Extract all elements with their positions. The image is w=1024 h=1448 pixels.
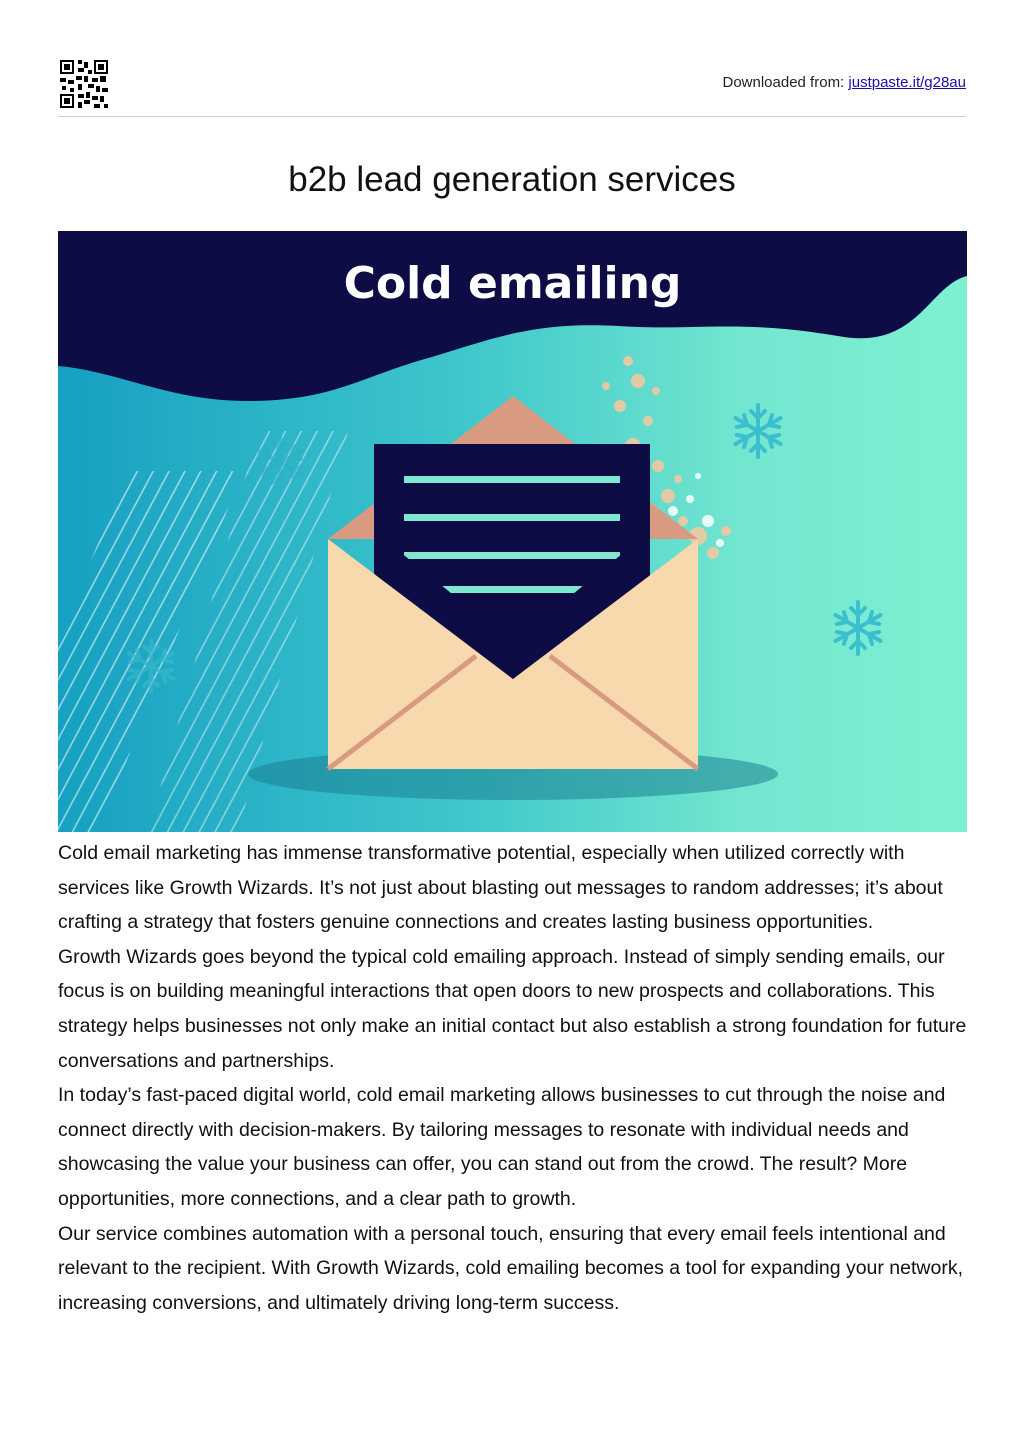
article-paragraph: Cold email marketing has immense transformative potential, especially when utilized correctly with services like Growth Wizards. It’s not just about blasting out messages to random addresses; it’s about crafting a strategy that fosters genuine connections and creates lasting business opportunities. [58,842,943,934]
article-paragraph: In today’s fast-paced digital world, cold email marketing allows businesses to cut through the noise and connect directly with decision-makers. By tailoring messages to resonate with individual needs and showcasing the value your business can offer, you can stand out from the crowd. The result? More opportunities, more connections, and a clear path to growth. [58,1084,946,1210]
page-title: b2b lead generation services [288,160,736,199]
source-link[interactable]: justpaste.it/g28au [848,74,966,91]
header-divider [58,116,966,117]
qr-code-icon [60,60,108,108]
qr-code [60,60,108,108]
article-paragraph: Growth Wizards goes beyond the typical cold emailing approach. Instead of simply sending emails, our focus is on building meaningful interactions that open doors to new prospects and collaborations. This strategy helps businesses not only make an initial contact but also establish a strong foundation for future conversations and partnerships. [58,945,967,1072]
hero-banner-text: Cold emailing [343,258,682,309]
cold-email-illustration [58,231,967,832]
source-line [723,74,967,91]
source-label: Downloaded from: [722,74,845,91]
hero-image [58,231,967,832]
article-body [58,836,967,1320]
article-paragraph: Our service combines automation with a personal touch, ensuring that every email feels intentional and relevant to the recipient. With Growth Wizards, cold emailing becomes a tool for expanding your network, increasing conversions, and ultimately driving long-term success. [58,1222,964,1314]
